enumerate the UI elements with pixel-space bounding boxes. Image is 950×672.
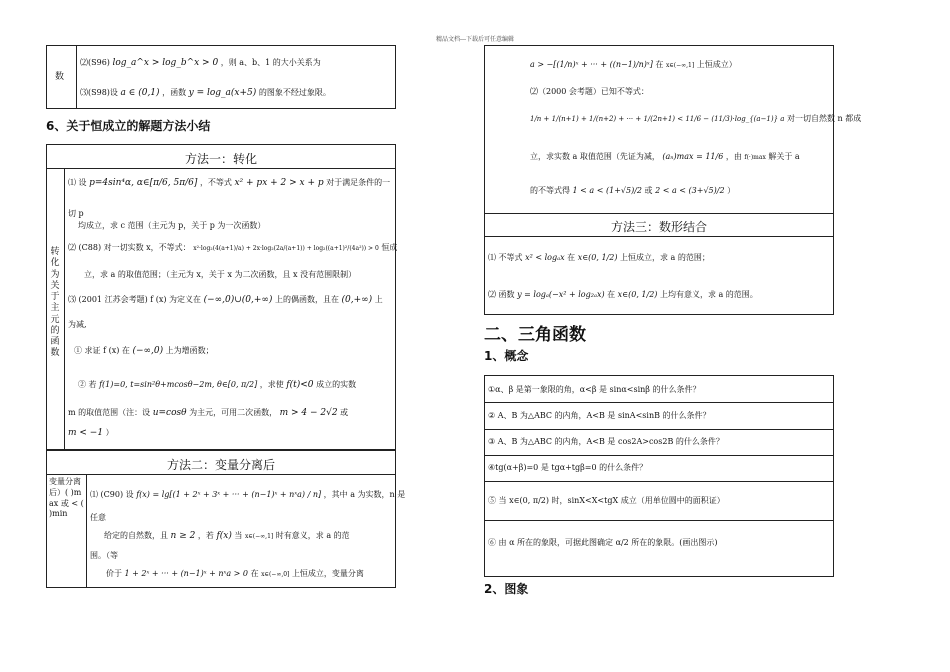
concept-item-3: ③ A、B 为△ABC 的内角，A<B 是 cos2A>cos2B 的什么条件？ xyxy=(488,437,724,446)
m1-l10-text-b: 为主元，可用二次函数， xyxy=(189,408,278,417)
item-3-prefix: ⑶(S98)设 xyxy=(80,88,118,97)
m1-l4-text: ⑵ (C88) 对一切实数 x，不等式： xyxy=(68,243,191,252)
m1-line-3: 均成立，求 c 范围（主元为 p，关于 p 为一次函数） xyxy=(78,221,266,230)
m1-l10-formula-2: m > 4 − 2√2 xyxy=(279,408,338,418)
m1-line-6 xyxy=(68,295,383,306)
r-l5-text-c: ） xyxy=(727,186,736,195)
m2-l1-formula: f(x) = lg[(1 + 2ˣ + 3ˣ + ··· + (n−1)ˣ + nˣa) / n] xyxy=(136,490,322,499)
r-l5-text-b: 或 xyxy=(644,186,653,195)
m1-l9-formula-2: f(t)<0 xyxy=(286,380,314,390)
concepts-rule-3 xyxy=(484,455,834,456)
concept-item-6: ⑥ 由 α 所在的象限，可据此图确定 α/2 所在的象限。(画出图示) xyxy=(488,538,718,547)
m1-l1-text: ⑴ 设 xyxy=(68,178,87,187)
m1-line-9 xyxy=(78,380,356,391)
item-3-formula: y = log_a(x+5) xyxy=(188,88,257,98)
method-2-divider xyxy=(86,474,87,588)
m1-line-5: 立，求 a 的取值范围；（主元为 x，关于 x 为二次函数，且 x 没有范围限制） xyxy=(84,270,357,279)
m1-l6-text-c: 上 xyxy=(374,295,383,304)
method-3-title: 方法三：数形结合 xyxy=(610,220,707,234)
m1-l1-text-b: ，不等式 xyxy=(199,178,232,187)
method-1-divider xyxy=(64,168,65,450)
m1-l8-text: ① 求证 f (x) 在 xyxy=(74,346,130,355)
item-2-prefix: ⑵(S96) xyxy=(80,58,110,67)
m3-l2-text-c: 上均有意义，求 a 的范围。 xyxy=(659,290,758,299)
concept-item-2: ② A、B 为△ABC 的内角，A<B 是 sinA<sinB 的什么条件？ xyxy=(488,411,711,420)
m3-l1-text-b: 在 xyxy=(567,253,576,262)
m3-l2-formula-2: x∈(0, 1/2) xyxy=(617,290,658,299)
r-l3-formula: 1/n + 1/(n+1) + 1/(n+2) + ··· + 1/(2n+1) < 11/6 − (11/3)·log_{(a−1)} a xyxy=(530,115,785,123)
m2-l5-text: 价于 xyxy=(106,569,122,578)
page-header: 精品文档---下载后可任意编辑 xyxy=(435,36,515,43)
m2-l5-formula-2: x∈(−∞,0] xyxy=(261,571,290,578)
m3-line-2 xyxy=(488,290,758,300)
m2-l5-text-c: 上恒成立，变量分离 xyxy=(291,569,364,578)
m1-l1-text-c: 对于满足条件的一 xyxy=(326,178,391,187)
concepts-rule-4 xyxy=(484,481,834,482)
r-l5-formula: 1 < a < (1+√5)/2 xyxy=(572,186,642,195)
concept-item-5: ⑤ 当 x∈(0, π/2) 时，sinX<X<tgX 成立（用单位圆中的面积证） xyxy=(488,496,725,505)
m1-line-7: 为减, xyxy=(68,320,87,329)
concept-item-4: ④tg(α+β)=0 是 tgα+tgβ=0 的什么条件？ xyxy=(488,463,648,472)
concepts-rule-2 xyxy=(484,429,834,430)
m1-line-2: 切 p xyxy=(68,209,84,218)
m1-line-4 xyxy=(68,243,397,253)
m3-l1-formula: x² < logₐx xyxy=(525,253,565,262)
m1-l11-text: ） xyxy=(105,428,114,437)
r-l1-text-b: 上恒成立） xyxy=(696,60,737,69)
r-l5-formula-2: 2 < a < (3+√5)/2 xyxy=(655,186,725,195)
top-table xyxy=(46,45,396,109)
m2-l5-text-b: 在 xyxy=(250,569,259,578)
item-3 xyxy=(80,88,331,99)
method-1-side-label: 转化为关于主元的函数 xyxy=(50,247,60,359)
m3-line-1 xyxy=(488,253,710,263)
m1-l6-text: ⑶ (2001 江苏会考题) f (x) 为定义在 xyxy=(68,295,202,304)
m2-l3-text-c: 当 xyxy=(234,531,243,540)
r-l4-text: 立，求实数 a 取值范围（先证为减， xyxy=(530,152,660,161)
m1-l4-formula: x²·log₂(4(a+1)/a) + 2x·log₂(2a/(a+1)) + log₂((a+1)²/(4a²)) > 0 xyxy=(193,245,379,252)
r-line-2: ⑵（2000 会考题）已知不等式： xyxy=(530,87,649,96)
m1-line-10 xyxy=(68,408,348,419)
item-3-text: 的图象不经过象限。 xyxy=(258,88,331,97)
method-2-side-label: 变量分离后）( )max 或 < ( )min xyxy=(49,477,84,519)
method-1-title-rule xyxy=(46,168,396,169)
m1-line-11 xyxy=(68,428,114,439)
r-l3-text: 对一切自然数 n 都成 xyxy=(787,114,862,123)
m3-l1-text-c: 上恒成立，求 a 的范围； xyxy=(620,253,710,262)
m1-l10-formula: u=cosθ xyxy=(152,408,187,418)
item-3-condition: a ∈ (0,1) xyxy=(120,88,160,98)
m1-l1-formula: p=4sin⁴α, α∈[π/6, 5π/6] xyxy=(89,178,198,188)
m2-l3-text-b: ，若 xyxy=(197,531,214,540)
subsection-1-title: 1、概念 xyxy=(484,349,529,363)
m1-line-8 xyxy=(74,346,214,357)
m1-l6-text-b: 上的偶函数，且在 xyxy=(274,295,339,304)
r-l1-text: 在 xyxy=(655,60,664,69)
section-6-title: 6、关于恒成立的解题方法小结 xyxy=(46,119,211,133)
m2-l3-formula-3: x∈(−∞,1] xyxy=(244,533,274,540)
m2-line-5 xyxy=(106,569,364,579)
m2-line-4: 围。（等 xyxy=(90,551,118,560)
m3-l1-formula-2: x∈(0, 1/2) xyxy=(577,253,618,262)
method-3-title-rule xyxy=(484,236,834,237)
method-2-title-rule xyxy=(46,474,396,475)
r-line-5 xyxy=(530,186,735,196)
m2-l1-text: ⑴ (C90) 设 xyxy=(90,490,134,499)
r-l4-formula: (aₙ)max = 11/6 xyxy=(662,152,724,161)
m3-l1-text: ⑴ 不等式 xyxy=(488,253,523,262)
table-divider xyxy=(76,45,77,109)
m1-l10-text-c: 或 xyxy=(340,408,349,417)
m2-l5-formula: 1 + 2ˣ + ··· + (n−1)ˣ + nˣa > 0 xyxy=(124,569,249,578)
m2-line-3 xyxy=(104,531,350,542)
m1-l9-text-b: ，求使 xyxy=(259,380,284,389)
m1-l9-text-c: 成立的实数 xyxy=(316,380,357,389)
m2-line-1 xyxy=(90,490,405,500)
m3-l2-text-b: 在 xyxy=(607,290,616,299)
m1-l4-text-b: 恒成 xyxy=(381,243,398,252)
m2-l1-text-b: ，其中 a 为实数，n 是 xyxy=(323,490,406,499)
m1-l1-formula-2: x² + px + 2 > x + p xyxy=(234,178,324,188)
item-2-formula: log_a^x > log_b^x > 0 xyxy=(112,58,219,68)
r-l1-formula: a > −[(1/n)ˣ + ··· + ((n−1)/n)ˣ] xyxy=(530,60,653,69)
r-l4-text-c: 解关于 a xyxy=(768,152,800,161)
m1-l6-formula: (−∞,0)∪(0,+∞) xyxy=(203,295,273,305)
row-label: 数 xyxy=(55,72,65,82)
r-l1-formula-2: x∈(−∞,1] xyxy=(665,62,695,69)
m2-l3-text-d: 时有意义，求 a 的范 xyxy=(275,531,350,540)
subsection-2-title: 2、图象 xyxy=(484,582,529,596)
m1-l8-text-b: 上为增函数； xyxy=(165,346,214,355)
m2-l3-text: 给定的自然数，且 xyxy=(104,531,168,540)
r-l4-text-b: ，由 xyxy=(725,152,742,161)
item-2 xyxy=(80,58,321,69)
m2-l3-formula-2: f(x) xyxy=(216,531,232,541)
section-2-title: 二、三角函数 xyxy=(484,325,586,345)
m3-l2-text: ⑵ 函数 xyxy=(488,290,515,299)
concepts-rule-1 xyxy=(484,402,834,403)
m2-line-2: 任意 xyxy=(90,513,106,522)
item-2-text: ，则 a、b、1 的大小关系为 xyxy=(220,58,321,67)
r-line-3 xyxy=(530,114,861,124)
r-l4-formula-2: f(·)max xyxy=(744,154,766,161)
m1-l8-formula: (−∞,0) xyxy=(132,346,164,356)
r-l5-text: 的不等式得 xyxy=(530,186,570,195)
m2-l3-formula: n ≥ 2 xyxy=(170,531,196,541)
method-1-title: 方法一：转化 xyxy=(184,152,257,166)
concept-item-1: ①α、β 是第一象限的角，α<β 是 sinα<sinβ 的什么条件？ xyxy=(488,385,701,394)
m3-l2-formula: y = logₐ(−x² + log₂ₐx) xyxy=(517,290,605,299)
item-3-mid: ，函数 xyxy=(162,88,187,97)
method-2-title: 方法二：变量分离后 xyxy=(166,458,275,472)
m1-l9-text: ② 若 xyxy=(78,380,97,389)
r-line-1 xyxy=(530,60,737,70)
m1-l9-formula: f(1)=0, t=sin²θ+mcosθ−2m, θ∈[0, π/2] xyxy=(99,380,258,389)
m1-l6-formula-2: (0,+∞) xyxy=(341,295,373,305)
m1-line-1 xyxy=(68,178,390,189)
concepts-rule-5 xyxy=(484,520,834,521)
m1-l11-formula: m < −1 xyxy=(68,428,104,438)
m1-l10-text: m 的取值范围（注：设 xyxy=(68,408,151,417)
r-line-4 xyxy=(530,152,800,162)
